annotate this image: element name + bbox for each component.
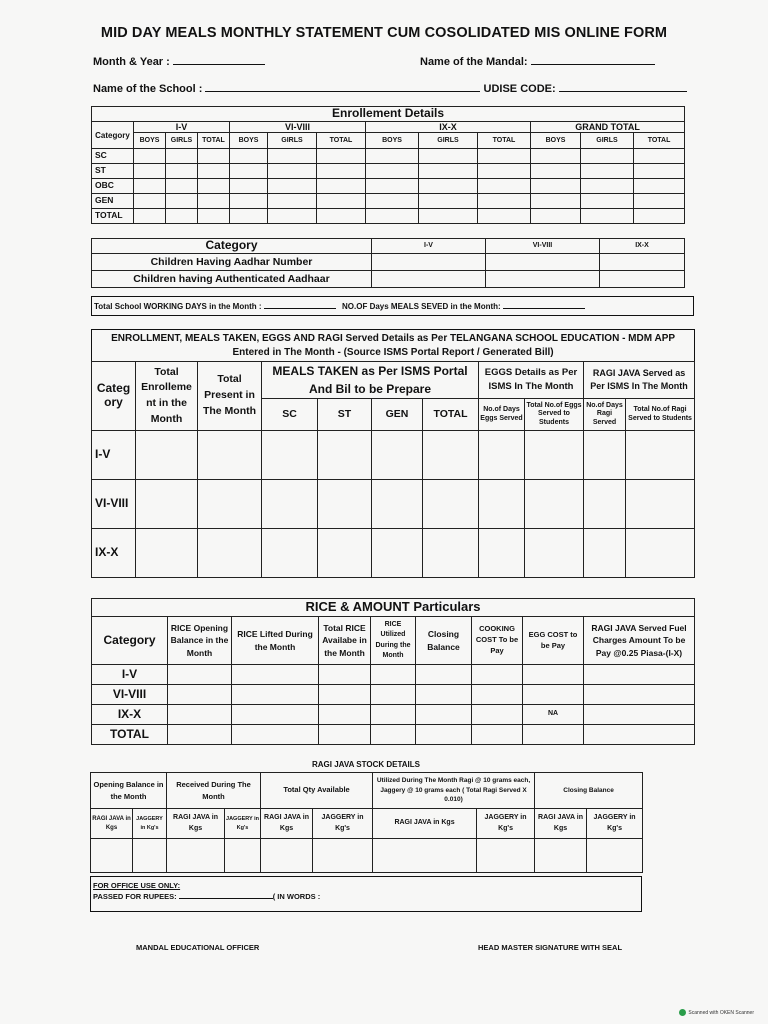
enrollment-cell[interactable] [634,149,685,164]
rice-cell[interactable] [168,705,232,725]
enrollment-cell[interactable] [531,179,581,194]
rice-cell[interactable] [416,725,472,745]
working-days-line[interactable] [264,301,336,309]
meals-cell[interactable] [626,480,695,529]
meals-row [92,431,695,480]
meals-cell[interactable] [479,431,525,480]
enrollment-body [92,149,685,224]
rice-row-label: TOTAL [92,725,168,745]
meals-cell[interactable] [136,529,198,578]
rice-cell[interactable] [232,665,319,685]
enrollment-cell[interactable] [166,164,198,179]
meals-cell[interactable] [136,431,198,480]
rice-cell[interactable] [416,685,472,705]
meals-cell[interactable] [372,431,423,480]
ragi-header: RAGI JAVA Served as Per ISMS In The Month [584,362,695,399]
meals-cell[interactable] [318,431,372,480]
enrollment-cell[interactable] [134,179,166,194]
meals-cell[interactable] [423,480,479,529]
aadhar-cell[interactable] [600,253,685,270]
rice-na-cell: NA [523,705,584,725]
ragi-stock-cell[interactable] [261,839,313,873]
enrollment-group-3: IX-X [366,122,531,133]
rice-cell[interactable] [319,725,371,745]
rice-col-1: RICE Opening Balance in the Month [168,617,232,665]
enrollment-group-2: VI-VIII [230,122,366,133]
meals-row [92,529,695,578]
aadhar-cell[interactable] [600,270,685,287]
meals-cell[interactable] [423,529,479,578]
enrollment-cell[interactable] [317,179,366,194]
ragi-stock-table [90,772,643,873]
rice-cell[interactable] [371,725,416,745]
office-use-label: FOR OFFICE USE ONLY: [93,881,181,890]
enrollment-cell[interactable] [166,209,198,224]
enrollment-cell[interactable] [478,179,531,194]
enrollment-cell[interactable] [581,209,634,224]
enrollment-row-label: SC [92,149,134,164]
enrollment-cell[interactable] [198,179,230,194]
ragi-stock-cell[interactable] [477,839,535,873]
sub-boys: BOYS [531,133,581,149]
rice-table [91,598,695,745]
enrollment-cell[interactable] [317,209,366,224]
rice-cell[interactable] [584,685,695,705]
rice-row-label: VI-VIII [92,685,168,705]
aadhar-row-2: Children having Authenticated Aadhaar [92,270,372,287]
rice-title: RICE & AMOUNT Particulars [92,599,695,617]
meals-served-label: NO.OF Days MEALS SEVED in the Month: [342,302,501,311]
aadhar-cell[interactable] [372,253,486,270]
aadhar-col-3: IX-X [600,239,685,254]
enrollment-cell[interactable] [419,179,478,194]
scanner-text: Scanned with OKEN Scanner [688,1009,754,1016]
enrollment-cell[interactable] [166,149,198,164]
jaggery-kgs-4: JAGGERY in Kg's [477,809,535,839]
meals-cell[interactable] [262,529,318,578]
ragi-stock-cell[interactable] [535,839,587,873]
rice-col-3: Total RICE Availabe in the Month [319,617,371,665]
meals-sub-total: TOTAL [423,399,479,431]
jaggery-kgs-3: JAGGERY in Kg's [313,809,373,839]
meals-sub-gen: GEN [372,399,423,431]
sub-total: TOTAL [317,133,366,149]
enrollment-row [92,209,685,224]
meals-cell[interactable] [262,431,318,480]
meals-title-2: Entered in The Month - (Source ISMS Portal Report / Generated Bill) [232,346,554,358]
rice-row-label: IX-X [92,705,168,725]
enrollment-cell[interactable] [230,164,268,179]
enrollment-cell[interactable] [230,179,268,194]
meals-cell[interactable] [479,480,525,529]
meals-cell[interactable] [423,431,479,480]
rice-cell[interactable] [371,705,416,725]
ragi-stock-cell[interactable] [133,839,167,873]
working-days-box [91,296,694,316]
ragi-stock-cell[interactable] [313,839,373,873]
month-year-label: Month & Year : [93,56,170,68]
sub-girls: GIRLS [581,133,634,149]
sub-boys: BOYS [134,133,166,149]
aadhar-category-header: Category [92,239,372,254]
meals-taken-header: MEALS TAKEN as Per ISMS Portal And Bil to be Prepare [262,362,479,399]
aadhar-cell[interactable] [372,270,486,287]
enrollment-cell[interactable] [198,209,230,224]
passed-rupees-line[interactable] [179,892,273,899]
enrollment-cell[interactable] [268,209,317,224]
rice-row [92,705,695,725]
rice-cell[interactable] [416,705,472,725]
enrollment-cell[interactable] [317,164,366,179]
meals-category-header: Categ ory [92,362,136,431]
school-label: Name of the School : [93,83,203,95]
ragi-total-qty: Total Qty Available [261,773,373,809]
ragi-stock-cell[interactable] [91,839,133,873]
working-days-label: Total School WORKING DAYS in the Month : [94,302,262,311]
rice-cell[interactable] [416,665,472,685]
meals-cell[interactable] [198,480,262,529]
mandal-line [531,55,655,65]
meals-cell[interactable] [626,529,695,578]
enrollment-cell[interactable] [166,194,198,209]
enrollment-cell[interactable] [531,209,581,224]
enrollment-cell[interactable] [134,194,166,209]
meals-sub-sc: SC [262,399,318,431]
passed-rupees-label: PASSED FOR RUPEES: [93,892,177,902]
rice-col-4: RICE Utilized During the Month [371,617,416,665]
aadhar-table [91,238,685,288]
enrollment-cell[interactable] [317,149,366,164]
meals-cell[interactable] [318,480,372,529]
ragi-closing: Closing Balance [535,773,643,809]
meals-cell[interactable] [525,529,584,578]
rice-cell[interactable] [472,685,523,705]
hm-signature: HEAD MASTER SIGNATURE WITH SEAL [478,943,623,952]
sub-total: TOTAL [198,133,230,149]
enrollment-cell[interactable] [198,164,230,179]
rice-cell[interactable] [319,665,371,685]
rice-row-label: I-V [92,665,168,685]
meals-title-1: ENROLLMENT, MEALS TAKEN, EGGS AND RAGI Served Details as Per TELANGANA SCHOOL EDUCATION - MDM APP [111,332,676,344]
enrollment-cell[interactable] [366,179,419,194]
enrollment-cell[interactable] [268,149,317,164]
enrollment-row-label: OBC [92,179,134,194]
rice-cell[interactable] [584,665,695,685]
enrollment-cell[interactable] [134,164,166,179]
enrollment-cell[interactable] [478,209,531,224]
form-title: MID DAY MEALS MONTHLY STATEMENT CUM COSOLIDATED MIS ONLINE FORM [100,25,668,41]
enrollment-cell[interactable] [317,194,366,209]
ragi-days: No.of Days Ragi Served [584,399,626,431]
ragi-kgs-5: RAGI JAVA in Kgs [535,809,587,839]
sub-boys: BOYS [366,133,419,149]
ragi-kgs-1: RAGI JAVA in Kgs [91,809,133,839]
ragi-kgs-3: RAGI JAVA in Kgs [261,809,313,839]
meals-cell[interactable] [198,431,262,480]
enrollment-row-label: GEN [92,194,134,209]
enrollment-cell[interactable] [478,194,531,209]
enrollment-cell[interactable] [366,209,419,224]
meals-cell[interactable] [262,480,318,529]
enrollment-cell[interactable] [419,164,478,179]
month-year-field[interactable] [93,55,265,68]
meals-cell[interactable] [525,480,584,529]
rice-category-header: Category [92,617,168,665]
ragi-utilized: Utilized During The Month Ragi @ 10 grams each, Jaggery @ 10 grams each ( Total Ragi Served X 0.010) [373,773,535,809]
ragi-opening: Opening Balance in the Month [91,773,167,809]
rice-row [92,685,695,705]
meals-cell[interactable] [372,480,423,529]
rice-cell[interactable] [319,705,371,725]
rice-cell[interactable] [319,685,371,705]
sub-total: TOTAL [478,133,531,149]
eggs-total: Total No.of Eggs Served to Students [525,399,584,431]
in-words-label: ( IN WORDS : [272,892,321,902]
rice-row [92,725,695,745]
enrollment-cell[interactable] [478,149,531,164]
enrollment-cell[interactable] [531,194,581,209]
rice-col-5: Closing Balance [416,617,472,665]
rice-cell[interactable] [232,705,319,725]
enrollment-cell[interactable] [268,194,317,209]
enrollment-table [91,106,685,224]
rice-cell[interactable] [232,685,319,705]
school-field[interactable] [93,82,687,95]
meals-cell[interactable] [626,431,695,480]
ragi-kgs-2: RAGI JAVA in Kgs [167,809,225,839]
sub-girls: GIRLS [166,133,198,149]
ragi-stock-cell[interactable] [587,839,643,873]
enrollment-cell[interactable] [366,164,419,179]
enrollment-cell[interactable] [581,164,634,179]
rice-cell[interactable] [168,685,232,705]
enrollment-cell[interactable] [419,194,478,209]
jaggery-kgs-2: JAGGERY in Kg's [225,809,261,839]
enrollment-cell[interactable] [230,149,268,164]
udise-line [559,82,687,92]
rice-col-8: RAGI JAVA Served Fuel Charges Amount To be Pay @0.25 Piasa-(I-X) [584,617,695,665]
enrollment-cell[interactable] [634,194,685,209]
aadhar-col-2: VI-VIII [486,239,600,254]
ragi-stock-title: RAGI JAVA STOCK DETAILS [311,760,420,769]
enrollment-cell[interactable] [166,179,198,194]
udise-label: UDISE CODE: [483,83,556,95]
enrollment-row [92,164,685,179]
ragi-stock-cell[interactable] [225,839,261,873]
month-year-line [173,55,265,65]
aadhar-cell[interactable] [486,270,600,287]
rice-cell[interactable] [523,665,584,685]
enrollment-row-label: TOTAL [92,209,134,224]
rice-cell[interactable] [371,685,416,705]
ragi-total: Total No.of Ragi Served to Students [626,399,695,431]
enrollment-cell[interactable] [134,149,166,164]
enrollment-cell[interactable] [366,149,419,164]
ragi-stock-cell[interactable] [167,839,225,873]
sub-total: TOTAL [634,133,685,149]
sub-girls: GIRLS [268,133,317,149]
rice-cell[interactable] [472,705,523,725]
enrollment-cell[interactable] [419,209,478,224]
meo-signature: MANDAL EDUCATIONAL OFFICER [136,943,260,952]
meals-sub-st: ST [318,399,372,431]
enrollment-row [92,149,685,164]
enrollment-cell[interactable] [531,149,581,164]
enrollment-cell[interactable] [581,179,634,194]
enrollment-title: Enrollement Details [92,107,685,122]
school-line [205,82,480,92]
meals-cell[interactable] [198,529,262,578]
meals-body [92,431,695,578]
rice-cell[interactable] [584,725,695,745]
enrollment-cell[interactable] [268,179,317,194]
enrollment-cell[interactable] [230,194,268,209]
meals-row-label: VI-VIII [92,480,136,529]
aadhar-cell[interactable] [486,253,600,270]
enrollment-row [92,194,685,209]
scanner-watermark [679,1009,754,1016]
mandal-field[interactable] [420,55,655,68]
rice-cell[interactable] [168,725,232,745]
rice-cell[interactable] [523,725,584,745]
rice-col-6: COOKING COST To be Pay [472,617,523,665]
ragi-received: Received During The Month [167,773,261,809]
enrollment-cell[interactable] [198,194,230,209]
meals-cell[interactable] [584,431,626,480]
eggs-header: EGGS Details as Per ISMS In The Month [479,362,584,399]
enrollment-group-4: GRAND TOTAL [531,122,685,133]
enrollment-row-label: ST [92,164,134,179]
enrollment-cell[interactable] [198,149,230,164]
jaggery-kgs-5: JAGGERY in Kg's [587,809,643,839]
enrollment-category-header: Category [92,122,134,149]
meals-cell[interactable] [372,529,423,578]
rice-cell[interactable] [472,665,523,685]
enrollment-row [92,179,685,194]
enrollment-cell[interactable] [581,194,634,209]
aadhar-col-1: I-V [372,239,486,254]
aadhar-row-1: Children Having Aadhar Number [92,253,372,270]
enrollment-cell[interactable] [134,209,166,224]
meals-cell[interactable] [525,431,584,480]
office-use-box [90,876,642,912]
eggs-days: No.of Days Eggs Served [479,399,525,431]
meals-cell[interactable] [584,480,626,529]
meals-row-label: IX-X [92,529,136,578]
scanner-logo-icon [679,1009,686,1016]
enrollment-cell[interactable] [531,164,581,179]
rice-col-2: RICE Lifted During the Month [232,617,319,665]
enrollment-cell[interactable] [268,164,317,179]
enrollment-cell[interactable] [366,194,419,209]
rice-cell[interactable] [472,725,523,745]
meals-row-label: I-V [92,431,136,480]
meals-total-present: Total Present in The Month [198,362,262,431]
ragi-kgs-4: RAGI JAVA in Kgs [373,809,477,839]
sub-boys: BOYS [230,133,268,149]
rice-cell[interactable] [523,685,584,705]
rice-cell[interactable] [168,665,232,685]
enrollment-cell[interactable] [634,164,685,179]
meals-cell[interactable] [479,529,525,578]
meals-total-enrolment: Total Enrolleme nt in the Month [136,362,198,431]
jaggery-kgs-1: JAGGERY in Kg's [133,809,167,839]
enrollment-group-1: I-V [134,122,230,133]
sub-girls: GIRLS [419,133,478,149]
meals-cell[interactable] [584,529,626,578]
rice-cell[interactable] [584,705,695,725]
rice-row [92,665,695,685]
rice-cell[interactable] [232,725,319,745]
enrollment-cell[interactable] [634,179,685,194]
rice-body [92,665,695,745]
meals-row [92,480,695,529]
enrollment-cell[interactable] [230,209,268,224]
ragi-stock-cell[interactable] [373,839,477,873]
rice-cell[interactable] [371,665,416,685]
meals-cell[interactable] [318,529,372,578]
meals-cell[interactable] [136,480,198,529]
enrollment-cell[interactable] [419,149,478,164]
meals-served-line[interactable] [503,301,585,309]
rice-col-7: EGG COST to be Pay [523,617,584,665]
mandal-label: Name of the Mandal: [420,56,528,68]
enrollment-cell[interactable] [478,164,531,179]
enrollment-cell[interactable] [581,149,634,164]
meals-table [91,329,695,578]
meals-title [92,330,695,362]
enrollment-cell[interactable] [634,209,685,224]
